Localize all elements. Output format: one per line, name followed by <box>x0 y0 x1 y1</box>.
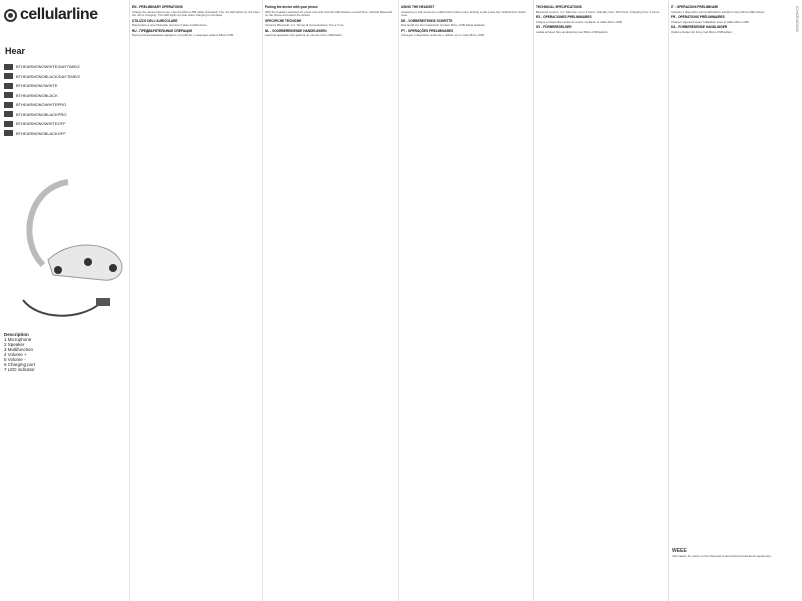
product-code: BTHEARMONOBLACKPRO <box>16 111 67 117</box>
legend-item: 4 Volume + <box>4 352 27 357</box>
product-code-row <box>4 81 124 91</box>
section-body: With the headset switched off, press and hold until the LED flashes red and blue. Activate Bluetooth on the phone and select the device. <box>265 9 393 17</box>
product-code: BTHEARMONOBLACK <box>16 92 58 98</box>
text-column <box>671 4 793 544</box>
product-code-row <box>4 91 124 101</box>
section-body: Charge the device before use. Use the Micro-USB cable (included). The red LED lights up red when the unit is charging. The LED lights up blue when charging is complete. <box>132 9 260 17</box>
product-code-row <box>4 129 124 139</box>
legend-item: 1 Microphone <box>4 337 32 342</box>
product-code: BTHEARMONOWHITE <box>16 83 58 89</box>
section-heading: IT - OPERAZIONI PRELIMINARI <box>671 5 719 9</box>
brand-name: cellularline <box>20 6 98 23</box>
section-heading: TECHNICAL SPECIFICATIONS <box>536 5 582 9</box>
section-body: Oplad enheden før brug med Micro-USB-kablet. <box>671 29 733 34</box>
section-body: Laad het apparaat vóór gebruik op met de micro-USB-kabel. <box>265 33 343 37</box>
section-heading: EN - PRELIMINARY OPERATIONS <box>132 5 183 9</box>
legend-title: Description <box>4 332 29 337</box>
column-divider <box>533 0 534 601</box>
section-body: Caricare il dispositivo prima dell'utilizzo tramite il cavo Micro-USB incluso. <box>671 9 766 14</box>
column-divider <box>668 0 669 601</box>
section-heading: SPECIFICHE TECNICHE <box>265 18 302 23</box>
text-column <box>401 4 531 596</box>
section-heading: DA - FORBEREDENDE HANDLINGER <box>671 25 728 29</box>
section-heading: ES - OPERACIONES PRELIMINARES <box>536 15 592 19</box>
section-body: Answering a call: press the multifunction button once. Ending a call: press the multifunction button once. <box>401 9 527 17</box>
product-code-row <box>4 110 124 120</box>
code-badge-icon <box>4 83 13 89</box>
section-body: Carregue o dispositivo antes de o utilizar com o cabo Micro-USB. <box>401 33 485 37</box>
headset-diagram <box>8 170 128 330</box>
text-column <box>265 4 395 596</box>
code-badge-icon <box>4 92 13 98</box>
button-marker <box>84 258 92 266</box>
product-code-row <box>4 119 124 129</box>
side-tag: ICHARMO/GB <box>795 6 800 32</box>
section-heading: RU - ПРЕДВАРИТЕЛЬНЫЕ ОПЕРАЦИИ <box>132 28 193 33</box>
section-body: Bluetooth version: 4.1. Talk time: up to 6 hours. Standby time: 150 hours. Charging time: 2 hours. <box>536 9 660 14</box>
legend <box>4 332 126 372</box>
section-heading: UTILIZZO DELL'AURICOLARE <box>132 18 178 23</box>
code-badge-icon <box>4 130 13 136</box>
legend-item: 3 Multifunction <box>4 347 34 352</box>
column-divider <box>129 0 130 601</box>
section-heading: SV - FÖRBEREDELSER <box>536 25 572 29</box>
legend-list <box>4 337 126 372</box>
product-code: BTHEARMONOWHITE/DAYTIME/Z <box>16 64 80 70</box>
product-code: BTHEARMONOBLACK/DAYTIME/Z <box>16 73 80 79</box>
code-badge-icon <box>4 73 13 79</box>
text-column <box>132 4 260 596</box>
product-code: BTHEARMONOWHITEOFF <box>16 121 66 127</box>
product-code: BTHEARMONOWHITEPRO <box>16 102 67 108</box>
section-body: Ladda enheten före användning med Micro-USB-kabeln. <box>536 29 609 34</box>
product-title: Hear <box>5 46 26 56</box>
speaker-marker <box>54 266 62 274</box>
column-divider <box>398 0 399 601</box>
weee-notice <box>672 548 790 558</box>
section-body: Chargez l'appareil avant l'utilisation avec le câble Micro-USB. <box>671 19 750 24</box>
section-heading: DE - VORBEREITENDE SCHRITTE <box>401 18 453 23</box>
usb-plug <box>96 298 110 306</box>
mic-marker <box>109 264 117 272</box>
weee-body: Information for users on the disposal of electrical and electronic equipment. <box>672 554 772 558</box>
weee-title: WEEE <box>672 548 687 554</box>
legend-item: 5 Volume - <box>4 357 26 362</box>
brand-logo <box>4 6 98 24</box>
text-column <box>536 4 666 596</box>
product-code: BTHEARMONOBLACKOFF <box>16 130 66 136</box>
section-body: Versione Bluetooth: 4.1. Tempo di conversazione: fino a 6 ore. <box>265 23 345 27</box>
product-codes <box>4 62 124 138</box>
section-heading: NL - VOORBEREIDENDE HANDELINGEN <box>265 28 327 33</box>
product-code-row <box>4 100 124 110</box>
legend-item: 7 LED indicator <box>4 367 35 372</box>
section-heading: USING THE HEADSET <box>401 5 435 9</box>
code-badge-icon <box>4 102 13 108</box>
section-heading: Pairing the device with your phone <box>265 5 318 9</box>
section-heading: PT - OPERAÇÕES PRELIMINARES <box>401 28 454 33</box>
legend-item: 6 Charging port <box>4 362 36 367</box>
section-body: Rispondere a una chiamata: premere il tasto multifunzione. <box>132 23 208 27</box>
brand-mark-icon <box>4 9 17 22</box>
section-body: Das Gerät vor dem Gebrauch mit dem Micro-USB-Kabel aufladen. <box>401 23 486 27</box>
legend-item: 2 Speaker <box>4 342 25 347</box>
column-divider <box>262 0 263 601</box>
product-code-row <box>4 72 124 82</box>
code-badge-icon <box>4 111 13 117</box>
code-badge-icon <box>4 121 13 127</box>
code-badge-icon <box>4 64 13 70</box>
product-code-row <box>4 62 124 72</box>
section-heading: FR - OPÉRATIONS PRÉLIMINAIRES <box>671 15 725 19</box>
usb-cable <box>23 300 98 316</box>
section-body: Cargue el dispositivo antes de usarlo mediante el cable Micro-USB. <box>536 19 623 24</box>
section-body: Перед использованием зарядите устройство с помощью кабеля Micro-USB. <box>132 33 234 37</box>
